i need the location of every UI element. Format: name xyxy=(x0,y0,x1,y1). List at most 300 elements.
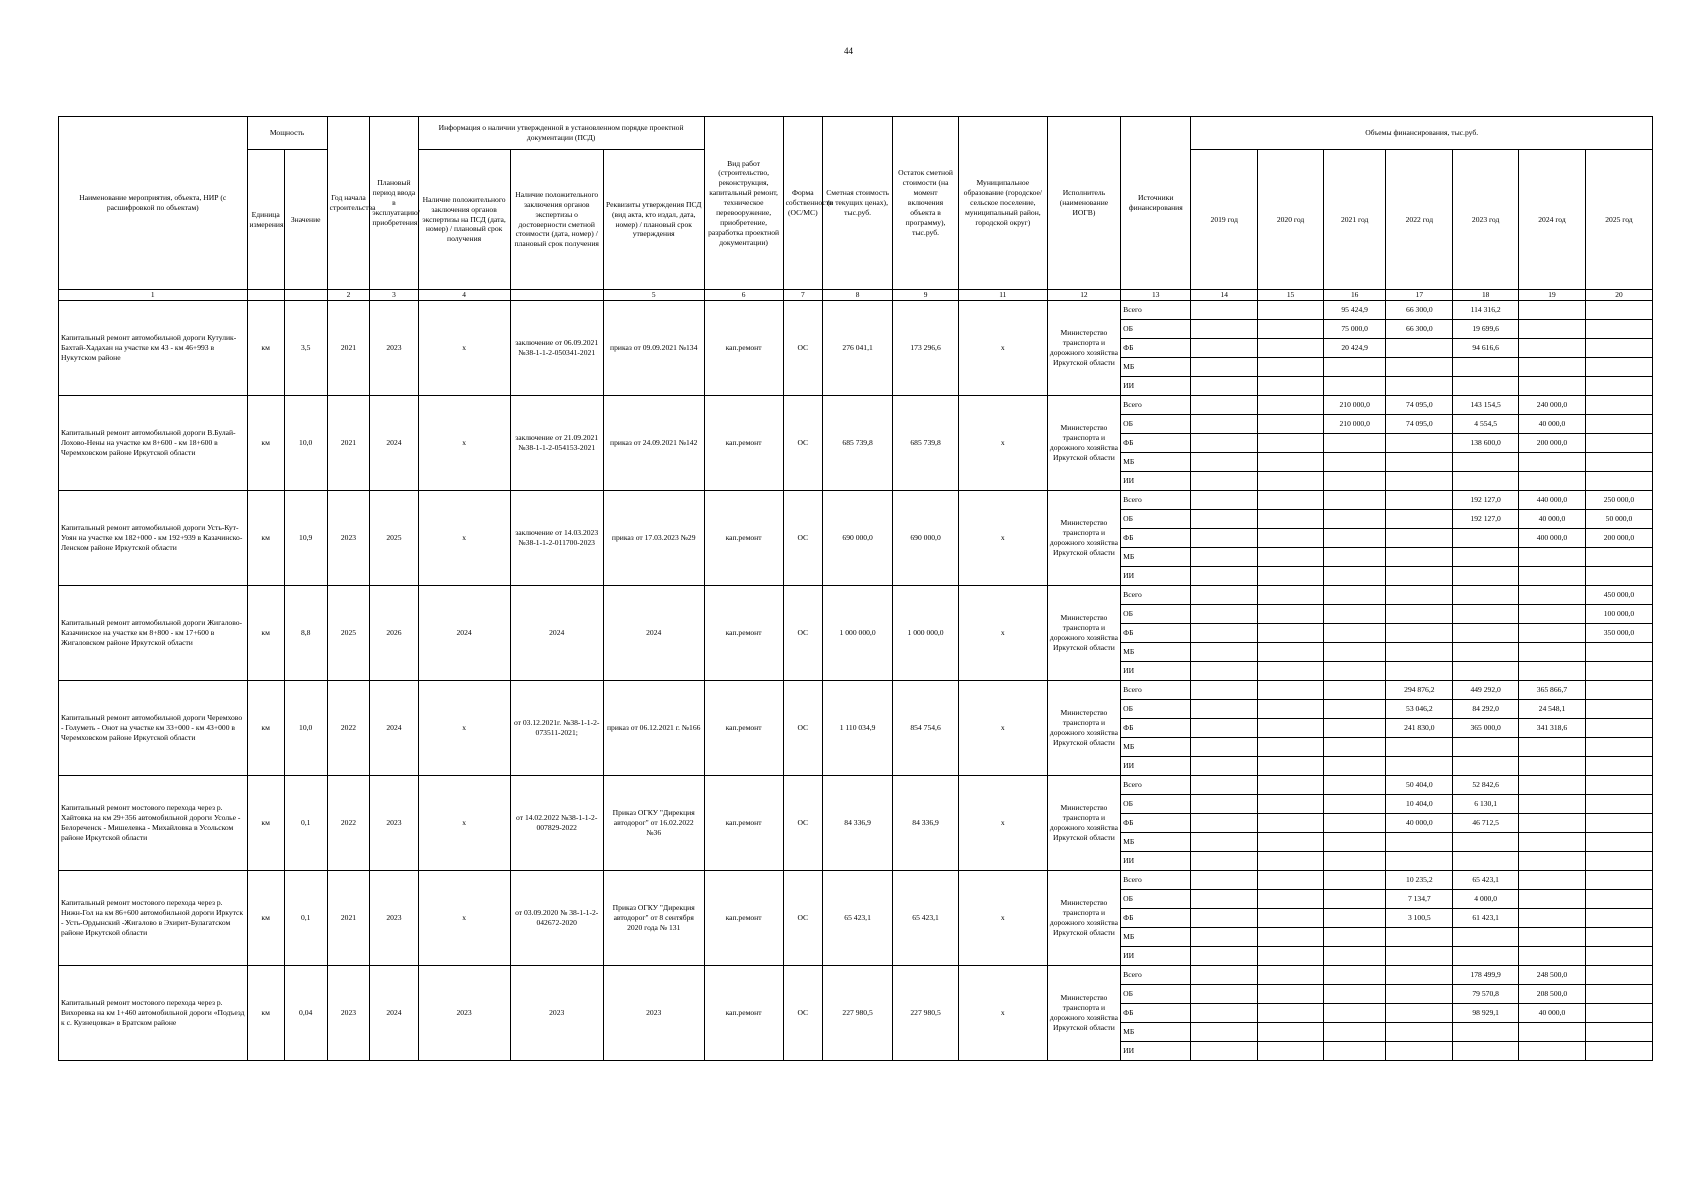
funding-value: 46 712,5 xyxy=(1453,814,1519,833)
funding-value xyxy=(1453,529,1519,548)
column-number xyxy=(247,290,284,301)
column-number: 16 xyxy=(1323,290,1385,301)
funding-value: 192 127,0 xyxy=(1453,510,1519,529)
funding-source: ФБ xyxy=(1121,529,1191,548)
planned-period: 2026 xyxy=(370,586,418,681)
funding-value xyxy=(1386,491,1453,510)
funding-value xyxy=(1585,719,1652,738)
funding-value xyxy=(1191,757,1258,776)
funding-value xyxy=(1386,453,1453,472)
funding-value xyxy=(1191,719,1258,738)
psd-expertise: х xyxy=(418,491,510,586)
capacity-value: 0,1 xyxy=(284,871,327,966)
funding-value xyxy=(1191,909,1258,928)
funding-value: 40 000,0 xyxy=(1519,1004,1586,1023)
funding-value xyxy=(1191,1042,1258,1061)
funding-value xyxy=(1191,890,1258,909)
funding-value xyxy=(1519,947,1586,966)
funding-value: 24 548,1 xyxy=(1519,700,1586,719)
funding-value xyxy=(1585,1023,1652,1042)
funding-value: 19 699,6 xyxy=(1453,320,1519,339)
object-name: Капитальный ремонт автомобильной дороги Усть-Кут-Уоян на участке км 182+000 - км 192+939 в Казачинско-Ленском районе Иркутской области xyxy=(59,491,248,586)
object-name: Капитальный ремонт мостового перехода через р. Нижн-Гол на км 86+600 автомобильной дороги Иркутск - Усть-Ордынский -Жигалово в Эхирит-Булагатском районе Иркутской области xyxy=(59,871,248,966)
funding-value: 6 130,1 xyxy=(1453,795,1519,814)
start-year: 2022 xyxy=(327,776,370,871)
column-number: 2 xyxy=(327,290,370,301)
funding-value: 440 000,0 xyxy=(1519,491,1586,510)
funding-value xyxy=(1519,871,1586,890)
column-number: 19 xyxy=(1519,290,1586,301)
header-funding: Объемы финансирования, тыс.руб. xyxy=(1191,117,1653,150)
funding-value xyxy=(1191,586,1258,605)
funding-value xyxy=(1519,909,1586,928)
funding-value xyxy=(1453,757,1519,776)
column-number: 7 xyxy=(783,290,822,301)
planned-period: 2024 xyxy=(370,681,418,776)
funding-value: 365 000,0 xyxy=(1453,719,1519,738)
funding-value xyxy=(1258,966,1324,985)
funding-source: ИИ xyxy=(1121,852,1191,871)
table-row xyxy=(59,301,1653,320)
estimated-cost: 65 423,1 xyxy=(823,871,893,966)
funding-value xyxy=(1191,434,1258,453)
funding-value xyxy=(1191,700,1258,719)
funding-value: 100 000,0 xyxy=(1585,605,1652,624)
remaining-cost: 1 000 000,0 xyxy=(893,586,959,681)
funding-value xyxy=(1323,567,1385,586)
work-type: кап.ремонт xyxy=(704,681,783,776)
funding-value xyxy=(1386,966,1453,985)
column-numbers-row xyxy=(59,290,1653,301)
funding-value xyxy=(1191,339,1258,358)
start-year: 2022 xyxy=(327,681,370,776)
header-estimated-cost: Сметная стоимость (в текущих ценах), тыс.руб. xyxy=(823,117,893,290)
funding-value xyxy=(1258,1042,1324,1061)
psd-expertise: х xyxy=(418,871,510,966)
capacity-value: 8,8 xyxy=(284,586,327,681)
funding-value xyxy=(1323,624,1385,643)
funding-value xyxy=(1519,548,1586,567)
funding-value: 40 000,0 xyxy=(1519,510,1586,529)
psd-expertise: 2023 xyxy=(418,966,510,1061)
funding-value xyxy=(1323,434,1385,453)
column-number: 1 xyxy=(59,290,248,301)
funding-source: ИИ xyxy=(1121,947,1191,966)
funding-value: 241 830,0 xyxy=(1386,719,1453,738)
funding-value: 4 000,0 xyxy=(1453,890,1519,909)
remaining-cost: 227 980,5 xyxy=(893,966,959,1061)
funding-value: 79 570,8 xyxy=(1453,985,1519,1004)
funding-value xyxy=(1258,624,1324,643)
funding-value: 84 292,0 xyxy=(1453,700,1519,719)
funding-value xyxy=(1585,966,1652,985)
psd-approval: приказ от 09.09.2021 №134 xyxy=(603,301,704,396)
funding-value: 98 929,1 xyxy=(1453,1004,1519,1023)
funding-value xyxy=(1323,928,1385,947)
funding-source: МБ xyxy=(1121,453,1191,472)
funding-value xyxy=(1258,472,1324,491)
page-number: 44 xyxy=(844,46,853,56)
header-psd-expertise: Наличие положительного заключения органов экспертизы на ПСД (дата, номер) / плановый срок получения xyxy=(418,150,510,290)
funding-source: ИИ xyxy=(1121,377,1191,396)
funding-value xyxy=(1323,1004,1385,1023)
funding-value xyxy=(1453,1023,1519,1042)
funding-value xyxy=(1585,1004,1652,1023)
funding-source: ФБ xyxy=(1121,814,1191,833)
header-sources: Источники финансирования xyxy=(1121,117,1191,290)
funding-value xyxy=(1323,472,1385,491)
funding-value xyxy=(1323,947,1385,966)
psd-cost-expertise: от 03.12.2021г. №38-1-1-2-073511-2021; xyxy=(510,681,603,776)
work-type: кап.ремонт xyxy=(704,301,783,396)
capacity-value: 3,5 xyxy=(284,301,327,396)
funding-value xyxy=(1258,1004,1324,1023)
funding-value xyxy=(1258,548,1324,567)
psd-expertise: 2024 xyxy=(418,586,510,681)
funding-value xyxy=(1386,605,1453,624)
header-value: Значение xyxy=(284,150,327,290)
funding-value xyxy=(1519,833,1586,852)
column-number: 6 xyxy=(704,290,783,301)
psd-approval: 2024 xyxy=(603,586,704,681)
funding-value xyxy=(1519,795,1586,814)
executor: Министерство транспорта и дорожного хозяйства Иркутской области xyxy=(1047,301,1120,396)
funding-value: 50 404,0 xyxy=(1386,776,1453,795)
funding-source: ОБ xyxy=(1121,985,1191,1004)
municipality: х xyxy=(958,301,1047,396)
funding-value xyxy=(1519,377,1586,396)
funding-value xyxy=(1323,1042,1385,1061)
funding-value xyxy=(1585,871,1652,890)
ownership: ОС xyxy=(783,871,822,966)
executor: Министерство транспорта и дорожного хозяйства Иркутской области xyxy=(1047,586,1120,681)
funding-value: 449 292,0 xyxy=(1453,681,1519,700)
funding-value xyxy=(1258,833,1324,852)
funding-value xyxy=(1519,453,1586,472)
funding-value xyxy=(1386,1023,1453,1042)
header-psd-cost-expertise: Наличие положительного заключения органов экспертизы о достоверности сметной стоимости (дата, номер) / плановый срок получения xyxy=(510,150,603,290)
funding-value: 240 000,0 xyxy=(1519,396,1586,415)
start-year: 2021 xyxy=(327,871,370,966)
funding-value xyxy=(1519,1023,1586,1042)
column-number: 17 xyxy=(1386,290,1453,301)
estimated-cost: 690 000,0 xyxy=(823,491,893,586)
capacity-unit: км xyxy=(247,396,284,491)
column-number: 8 xyxy=(823,290,893,301)
funding-source: МБ xyxy=(1121,738,1191,757)
ownership: ОС xyxy=(783,586,822,681)
funding-value xyxy=(1386,548,1453,567)
funding-value xyxy=(1585,339,1652,358)
funding-value xyxy=(1585,415,1652,434)
funding-value xyxy=(1191,301,1258,320)
table-row xyxy=(59,776,1653,795)
funding-value xyxy=(1585,681,1652,700)
work-type: кап.ремонт xyxy=(704,776,783,871)
capacity-unit: км xyxy=(247,776,284,871)
funding-source: ОБ xyxy=(1121,320,1191,339)
funding-value xyxy=(1258,491,1324,510)
funding-value: 200 000,0 xyxy=(1519,434,1586,453)
funding-value xyxy=(1323,738,1385,757)
funding-value xyxy=(1323,662,1385,681)
remaining-cost: 854 754,6 xyxy=(893,681,959,776)
remaining-cost: 173 296,6 xyxy=(893,301,959,396)
funding-value xyxy=(1386,377,1453,396)
funding-value xyxy=(1191,795,1258,814)
funding-value xyxy=(1519,320,1586,339)
funding-value xyxy=(1519,643,1586,662)
municipality: х xyxy=(958,681,1047,776)
column-number xyxy=(284,290,327,301)
table-row xyxy=(59,871,1653,890)
funding-value xyxy=(1585,1042,1652,1061)
funding-value xyxy=(1453,833,1519,852)
funding-value xyxy=(1386,738,1453,757)
funding-value xyxy=(1258,339,1324,358)
funding-value xyxy=(1519,567,1586,586)
funding-value: 208 500,0 xyxy=(1519,985,1586,1004)
header-capacity: Мощность xyxy=(247,117,327,150)
funding-value xyxy=(1386,586,1453,605)
capacity-value: 0,04 xyxy=(284,966,327,1061)
funding-value xyxy=(1585,814,1652,833)
funding-source: ФБ xyxy=(1121,909,1191,928)
funding-value xyxy=(1386,358,1453,377)
funding-value xyxy=(1453,624,1519,643)
estimated-cost: 1 000 000,0 xyxy=(823,586,893,681)
funding-value xyxy=(1386,339,1453,358)
estimated-cost: 276 041,1 xyxy=(823,301,893,396)
column-number: 20 xyxy=(1585,290,1652,301)
funding-value xyxy=(1191,529,1258,548)
funding-value xyxy=(1323,529,1385,548)
capacity-unit: км xyxy=(247,966,284,1061)
funding-value: 138 600,0 xyxy=(1453,434,1519,453)
header-executor: Исполнитель (наименование ИОГВ) xyxy=(1047,117,1120,290)
header-year: 2025 год xyxy=(1585,150,1652,290)
executor: Министерство транспорта и дорожного хозяйства Иркутской области xyxy=(1047,966,1120,1061)
funding-value xyxy=(1585,434,1652,453)
table-body xyxy=(59,301,1653,1061)
funding-value xyxy=(1258,1023,1324,1042)
planned-period: 2023 xyxy=(370,301,418,396)
psd-cost-expertise: 2024 xyxy=(510,586,603,681)
psd-cost-expertise: от 03.09.2020 № 38-1-1-2-042672-2020 xyxy=(510,871,603,966)
funding-value xyxy=(1323,776,1385,795)
header-year: 2019 год xyxy=(1191,150,1258,290)
funding-value: 40 000,0 xyxy=(1519,415,1586,434)
column-number: 3 xyxy=(370,290,418,301)
funding-value xyxy=(1519,890,1586,909)
funding-value xyxy=(1191,605,1258,624)
funding-value xyxy=(1585,738,1652,757)
psd-expertise: х xyxy=(418,396,510,491)
funding-value xyxy=(1585,377,1652,396)
funding-value xyxy=(1191,453,1258,472)
psd-expertise: х xyxy=(418,681,510,776)
column-number: 9 xyxy=(893,290,959,301)
funding-value xyxy=(1191,377,1258,396)
ownership: ОС xyxy=(783,776,822,871)
funding-value xyxy=(1191,415,1258,434)
funding-value xyxy=(1191,776,1258,795)
header-remaining-cost: Остаток сметной стоимости (на момент включения объекта в программу), тыс.руб. xyxy=(893,117,959,290)
funding-source: Всего xyxy=(1121,586,1191,605)
funding-value xyxy=(1453,643,1519,662)
object-name: Капитальный ремонт мостового перехода через р. Вихоревка на км 1+460 автомобильной дороги «Подъезд к с. Кузнецовка» в Братском районе xyxy=(59,966,248,1061)
ownership: ОС xyxy=(783,396,822,491)
funding-source: ФБ xyxy=(1121,624,1191,643)
funding-value xyxy=(1191,548,1258,567)
column-number: 15 xyxy=(1258,290,1324,301)
funding-value xyxy=(1585,643,1652,662)
funding-value xyxy=(1191,472,1258,491)
column-number xyxy=(510,290,603,301)
municipality: х xyxy=(958,966,1047,1061)
funding-value xyxy=(1519,757,1586,776)
psd-approval: приказ от 24.09.2021 №142 xyxy=(603,396,704,491)
funding-value xyxy=(1323,985,1385,1004)
remaining-cost: 690 000,0 xyxy=(893,491,959,586)
funding-value xyxy=(1191,1023,1258,1042)
funding-value xyxy=(1453,453,1519,472)
executor: Министерство транспорта и дорожного хозяйства Иркутской области xyxy=(1047,396,1120,491)
funding-value xyxy=(1585,396,1652,415)
funding-value: 74 095,0 xyxy=(1386,415,1453,434)
capacity-unit: км xyxy=(247,871,284,966)
funding-value xyxy=(1191,643,1258,662)
header-psd-info: Информация о наличии утвержденной в установленном порядке проектной документации (ПСД) xyxy=(418,117,704,150)
ownership: ОС xyxy=(783,491,822,586)
funding-value: 4 554,5 xyxy=(1453,415,1519,434)
funding-value xyxy=(1191,358,1258,377)
object-name: Капитальный ремонт автомобильной дороги В.Булай-Лохово-Нены на участке км 8+600 - км 18+600 в Черемховском районе Иркутской области xyxy=(59,396,248,491)
funding-value xyxy=(1323,377,1385,396)
funding-value xyxy=(1585,320,1652,339)
capacity-value: 0,1 xyxy=(284,776,327,871)
funding-source: Всего xyxy=(1121,396,1191,415)
funding-value xyxy=(1258,301,1324,320)
column-number: 12 xyxy=(1047,290,1120,301)
funding-value xyxy=(1453,738,1519,757)
start-year: 2021 xyxy=(327,301,370,396)
funding-value xyxy=(1386,662,1453,681)
work-type: кап.ремонт xyxy=(704,586,783,681)
estimated-cost: 685 739,8 xyxy=(823,396,893,491)
funding-value xyxy=(1585,928,1652,947)
funding-source: ИИ xyxy=(1121,662,1191,681)
capacity-unit: км xyxy=(247,681,284,776)
funding-value: 114 316,2 xyxy=(1453,301,1519,320)
funding-value xyxy=(1585,947,1652,966)
funding-value xyxy=(1585,567,1652,586)
funding-value xyxy=(1191,320,1258,339)
funding-value xyxy=(1323,852,1385,871)
funding-value xyxy=(1191,833,1258,852)
funding-value xyxy=(1323,681,1385,700)
header-year: 2023 год xyxy=(1453,150,1519,290)
funding-value xyxy=(1258,453,1324,472)
remaining-cost: 65 423,1 xyxy=(893,871,959,966)
funding-source: ИИ xyxy=(1121,757,1191,776)
funding-value xyxy=(1258,719,1324,738)
planned-period: 2023 xyxy=(370,871,418,966)
funding-value xyxy=(1191,662,1258,681)
funding-value xyxy=(1519,928,1586,947)
psd-cost-expertise: от 14.02.2022 №38-1-1-2-007829-2022 xyxy=(510,776,603,871)
funding-value xyxy=(1191,624,1258,643)
table-header xyxy=(59,117,1653,301)
funding-value: 210 000,0 xyxy=(1323,396,1385,415)
funding-value xyxy=(1191,681,1258,700)
municipality: х xyxy=(958,871,1047,966)
funding-value xyxy=(1258,510,1324,529)
funding-value xyxy=(1386,643,1453,662)
funding-value xyxy=(1585,909,1652,928)
object-name: Капитальный ремонт автомобильной дороги Черемхово - Голуметь - Онот на участке км 33+000 - км 43+000 в Черемховском районе Иркутской области xyxy=(59,681,248,776)
municipality: х xyxy=(958,586,1047,681)
funding-source: ОБ xyxy=(1121,700,1191,719)
header-ownership: Форма собственности (ОС/МС) xyxy=(783,117,822,290)
psd-approval: 2023 xyxy=(603,966,704,1061)
capacity-unit: км xyxy=(247,301,284,396)
funding-value: 95 424,9 xyxy=(1323,301,1385,320)
funding-value xyxy=(1323,358,1385,377)
planned-period: 2024 xyxy=(370,966,418,1061)
funding-value: 200 000,0 xyxy=(1585,529,1652,548)
funding-value xyxy=(1258,643,1324,662)
funding-source: МБ xyxy=(1121,548,1191,567)
work-type: кап.ремонт xyxy=(704,491,783,586)
funding-source: МБ xyxy=(1121,928,1191,947)
funding-value xyxy=(1258,377,1324,396)
funding-value xyxy=(1386,510,1453,529)
funding-source: ФБ xyxy=(1121,339,1191,358)
psd-approval: Приказ ОГКУ "Дирекция автодорог" от 16.02.2022 №36 xyxy=(603,776,704,871)
funding-value xyxy=(1386,529,1453,548)
funding-value xyxy=(1453,662,1519,681)
funding-value xyxy=(1386,757,1453,776)
funding-value xyxy=(1519,586,1586,605)
funding-value xyxy=(1323,510,1385,529)
funding-value xyxy=(1258,795,1324,814)
municipality: х xyxy=(958,776,1047,871)
funding-value xyxy=(1519,852,1586,871)
funding-source: МБ xyxy=(1121,1023,1191,1042)
funding-value xyxy=(1386,1004,1453,1023)
funding-value: 143 154,5 xyxy=(1453,396,1519,415)
funding-value xyxy=(1258,681,1324,700)
executor: Министерство транспорта и дорожного хозяйства Иркутской области xyxy=(1047,491,1120,586)
planned-period: 2023 xyxy=(370,776,418,871)
header-municipality: Муниципальное образование (городское/сельское поселение, муниципальный район, городской округ) xyxy=(958,117,1047,290)
funding-value: 66 300,0 xyxy=(1386,301,1453,320)
funding-source: Всего xyxy=(1121,681,1191,700)
funding-value xyxy=(1453,852,1519,871)
funding-value: 10 404,0 xyxy=(1386,795,1453,814)
funding-value: 52 842,6 xyxy=(1453,776,1519,795)
start-year: 2021 xyxy=(327,396,370,491)
funding-value xyxy=(1585,985,1652,1004)
ownership: ОС xyxy=(783,681,822,776)
funding-source: МБ xyxy=(1121,643,1191,662)
funding-value: 94 616,6 xyxy=(1453,339,1519,358)
funding-value xyxy=(1386,833,1453,852)
funding-source: ИИ xyxy=(1121,567,1191,586)
funding-value: 75 000,0 xyxy=(1323,320,1385,339)
funding-value xyxy=(1323,491,1385,510)
